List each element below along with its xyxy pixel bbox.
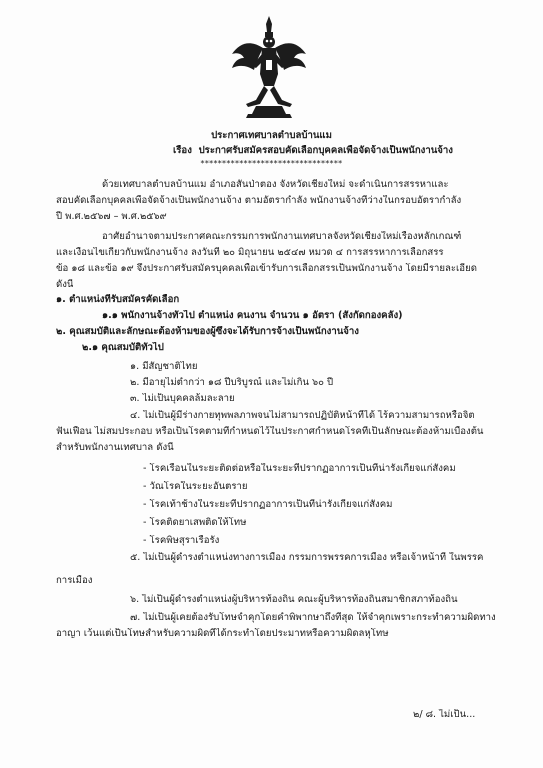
section-2-1: ๒.๑ คุณสมบัติทั่วไป — [82, 342, 164, 353]
qualification-5-line2: การเมือง — [56, 575, 93, 586]
garuda-emblem-icon — [226, 14, 312, 122]
subject-label: เรื่อง — [173, 145, 192, 156]
qualification-4-line2: ฟั่นเฟือน ไม่สมประกอบ หรือเป็นโรคตามที่กำหนดไว้ในประกาศกำหนดโรคที่เป็นลักษณะต้องห้ามเบื้องต้น — [56, 426, 484, 437]
qualification-7-line1: ๗. ไม่เป็นผู้เคยต้องรับโทษจำคุกโดยคำพิพากษาถึงที่สุด ให้จำคุกเพราะกระทำความผิดทาง — [130, 612, 496, 623]
qualification-7-line2: อาญา เว้นแต่เป็นโทษสำหรับความผิดที่ได้กระทำโดยประมาทหรือความผิดลหุโทษ — [56, 628, 389, 639]
section-2-heading: ๒. คุณสมบัติและลักษณะต้องห้ามของผู้ซึ่งจะได้รับการจ้างเป็นพนักงานจ้าง — [56, 326, 359, 337]
para2-line1: อาศัยอำนาจตามประกาศคณะกรรมการพนักงานเทศบาลจังหวัดเชียงใหม่เรื่องหลักเกณฑ์ — [102, 231, 462, 242]
disease-item: - วัณโรคในระยะอันตราย — [143, 481, 248, 492]
section-1-heading: ๑. ตำแหน่งที่รับสมัครคัดเลือก — [56, 294, 180, 305]
para1-line3: ปี พ.ศ.๒๕๖๗ – พ.ศ.๒๕๖๙ — [56, 211, 167, 222]
disease-item: - โรคพิษสุราเรื้อรัง — [143, 535, 220, 546]
para2-line3: ข้อ ๑๘ และข้อ ๑๙ จึงประกาศรับสมัครบุคคลเพื่อเข้ารับการเลือกสรรเป็นพนักงานจ้าง โดยมีรายละเอียด — [56, 263, 477, 274]
para2-line2: และเงื่อนไขเกี่ยวกับพนักงานจ้าง ลงวันที่ ๒๐ มิถุนายน ๒๕๔๗ หมวด ๔ การสรรหาการเลือกสรร — [56, 247, 444, 258]
qualification-4-line3: สำหรับพนักงานเทศบาล ดังนี้ — [56, 442, 174, 453]
qualification-1: ๑. มีสัญชาติไทย — [130, 361, 198, 372]
qualification-6: ๖. ไม่เป็นผู้ดำรงตำแหน่งผู้บริหารท้องถิ่น คณะผู้บริหารท้องถิ่นสมาชิกสภาท้องถิ่น — [130, 594, 458, 605]
para1-line2: สอบคัดเลือกบุคคลเพื่อจัดจ้างเป็นพนักงานจ้าง ตามอัตรากำลัง พนักงานจ้างที่ว่างในกรอบอัตรากำลัง — [56, 195, 462, 206]
para2-line4: ดังนี้ — [56, 279, 74, 290]
document-heading: ประกาศเทศบาลตำบลบ้านแม — [211, 130, 332, 141]
stars-divider: ********************************* — [200, 159, 343, 168]
qualification-3: ๓. ไม่เป็นบุคคลล้มละลาย — [130, 393, 235, 404]
subject-text: ประกาศรับสมัครสอบคัดเลือกบุคคลเพื่อจัดจ้างเป็นพนักงานจ้าง — [198, 145, 453, 156]
qualification-2: ๒. มีอายุไม่ต่ำกว่า ๑๘ ปีบริบูรณ์ และไม่เกิน ๖๐ ปี — [130, 377, 334, 388]
subject-line — [173, 145, 453, 157]
qualification-5-line1: ๕. ไม่เป็นผู้ดำรงตำแหน่งทางการเมือง กรรมการพรรคการเมือง หรือเจ้าหน้าที่ ในพรรค — [130, 552, 484, 563]
disease-item: - โรคเรื้อนในระยะติดต่อหรือในระยะที่ปรากฏอาการเป็นที่น่ารังเกียจแก่สังคม — [143, 463, 456, 474]
disease-item: - โรคติดยาเสพติดให้โทษ — [143, 517, 247, 528]
disease-item: - โรคเท้าช้างในระยะที่ปรากฏอาการเป็นที่น่ารังเกียจแก่สังคม — [143, 499, 393, 510]
para1-line1: ด้วยเทศบาลตำบลบ้านแม อำเภอสันป่าตอง จังหวัดเชียงใหม่ จะดำเนินการสรรหาและ — [102, 179, 449, 190]
continuation-footer: ๒/ ๘. ไม่เป็น... — [413, 709, 476, 720]
section-1-1: ๑.๑ พนักงานจ้างทั่วไป ตำแหน่ง คนงาน จำนวน ๑ อัตรา (สังกัดกองคลัง) — [102, 310, 403, 321]
qualification-4-line1: ๔. ไม่เป็นผู้มีร่างกายทุพพลภาพจนไม่สามารถปฏิบัติหน้าที่ได้ ไร้ความสามารถหรือจิต — [130, 410, 475, 421]
